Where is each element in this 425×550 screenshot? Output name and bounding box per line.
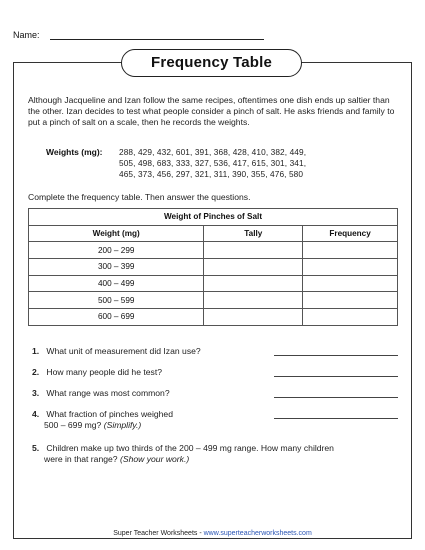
range-cell: 600 – 699 [29,309,204,326]
table-row [29,309,398,326]
question-number: 1. [32,346,40,356]
header-frequency: Frequency [303,225,398,242]
question-text: What range was most common? [46,388,170,398]
question-number: 3. [32,388,40,398]
question-text: What fraction of pinches weighed [46,409,173,419]
table-row [29,292,398,309]
name-label: Name: [13,30,40,40]
frequency-cell[interactable] [303,309,398,326]
frequency-cell[interactable] [303,259,398,276]
table-row [29,259,398,276]
question-2 [32,367,162,378]
footer-brand: Super Teacher Worksheets - [113,530,204,537]
question-text-cont: were in that range? [44,454,118,465]
answer-line-3[interactable] [274,397,398,398]
footer-link[interactable]: www.superteacherworksheets.com [203,530,312,537]
question-hint: (Show your work.) [119,454,190,465]
table-caption-row [29,209,398,226]
header-tally: Tally [204,225,303,242]
intro-paragraph: Although Jacqueline and Izan follow the same recipes, oftentimes one dish ends up saltier than the other. Izan decides to test what people consider a pinch of salt. He asks friends and family to put a pinch of salt on a scale, then he records the weights. [28,95,395,128]
weights-line-3: 465, 373, 456, 297, 321, 311, 390, 355, 476, 580 [119,169,304,179]
tally-cell[interactable] [204,242,303,259]
tally-cell[interactable] [204,259,303,276]
weights-line-2: 505, 498, 683, 333, 327, 536, 417, 615, 301, 341, [119,158,307,168]
frequency-cell[interactable] [303,275,398,292]
range-cell: 200 – 299 [29,242,204,259]
table-row [29,242,398,259]
answer-line-1[interactable] [274,355,398,356]
frequency-table [28,208,398,326]
weights-label: Weights (mg): [46,147,103,157]
question-3 [32,388,170,399]
weights-line-1: 288, 429, 432, 601, 391, 368, 428, 410, 382, 449, [119,147,307,157]
worksheet-title: Frequency Table [121,49,302,77]
range-cell: 500 – 599 [29,292,204,309]
question-text: Children make up two thirds of the 200 – 499 mg range. How many children [46,443,334,453]
instruction: Complete the frequency table. Then answer the questions. [28,192,251,202]
answer-line-2[interactable] [274,376,398,377]
answer-line-4[interactable] [274,418,398,419]
question-5 [32,443,402,465]
tally-cell[interactable] [204,309,303,326]
question-number: 5. [32,443,40,453]
question-hint: (Simplify.) [103,420,142,431]
tally-cell[interactable] [204,275,303,292]
question-text-cont: 500 – 699 mg? [44,420,102,431]
frequency-cell[interactable] [303,292,398,309]
header-weight: Weight (mg) [29,225,204,242]
name-line[interactable] [50,39,264,40]
table-row [29,275,398,292]
question-text: How many people did he test? [46,367,162,377]
question-number: 4. [32,409,40,419]
question-1 [32,346,201,357]
table-caption: Weight of Pinches of Salt [29,209,398,226]
table-header-row [29,225,398,242]
question-number: 2. [32,367,40,377]
range-cell: 400 – 499 [29,275,204,292]
tally-cell[interactable] [204,292,303,309]
range-cell: 300 – 399 [29,259,204,276]
question-text: What unit of measurement did Izan use? [46,346,201,356]
footer [0,530,425,537]
question-4 [32,409,173,431]
frequency-cell[interactable] [303,242,398,259]
